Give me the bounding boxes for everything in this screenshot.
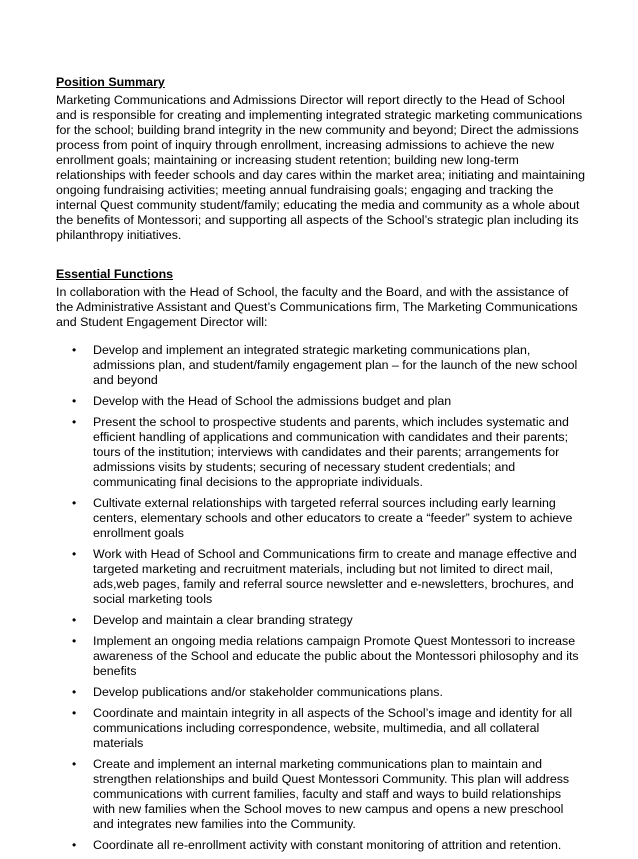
essential-functions-intro: In collaboration with the Head of School, the faculty and the Board, and with the assistance of the Administrative Assistant and Quest’s Communications firm, The Marketing Communications and Student Engagement Director will: bbox=[56, 285, 578, 329]
bullet-icon: • bbox=[72, 343, 77, 357]
list-item bbox=[56, 394, 586, 409]
list-item bbox=[56, 415, 586, 490]
essential-functions-heading: Essential Functions bbox=[56, 267, 174, 281]
section-spacer bbox=[56, 243, 586, 267]
bullet-icon: • bbox=[72, 706, 77, 720]
list-item bbox=[56, 496, 586, 541]
list-item bbox=[56, 613, 586, 628]
bullet-icon: • bbox=[72, 757, 77, 771]
bullet-icon: • bbox=[72, 838, 77, 852]
list-item-text: Develop with the Head of School the admissions budget and plan bbox=[93, 394, 452, 408]
position-summary-heading: Position Summary bbox=[56, 75, 165, 89]
document-page bbox=[56, 75, 586, 859]
list-item bbox=[56, 838, 586, 853]
list-item-text: Coordinate all re-enrollment activity with constant monitoring of attrition and retention. bbox=[93, 838, 562, 852]
bullet-icon: • bbox=[72, 613, 77, 627]
list-item-text: Create and implement an internal marketing communications plan to maintain and strengthen relationships and build Quest Montessori Community. This plan will address communications with current families, faculty and staff and ways to build relationships with new families when the School moves to new campus and opens a new preschool and integrates new families into the Community. bbox=[93, 757, 570, 831]
list-item bbox=[56, 634, 586, 679]
list-item-text: Work with Head of School and Communications firm to create and manage effective and targeted marketing and recruitment materials, including but not limited to direct mail, ads,web pages, family and referral source newsletter and e-newsletters, brochures, and social marketing tools bbox=[93, 547, 577, 606]
list-item bbox=[56, 706, 586, 751]
essential-functions-section bbox=[56, 267, 586, 853]
bullet-icon: • bbox=[72, 394, 77, 408]
list-item-text: Cultivate external relationships with targeted referral sources including early learning centers, elementary schools and other educators to create a “feeder” system to achieve enrollment goals bbox=[93, 496, 573, 540]
bullet-icon: • bbox=[72, 547, 77, 561]
list-item-text: Develop and implement an integrated strategic marketing communications plan, admissions plan, and student/family engagement plan – for the launch of the new school and beyond bbox=[93, 343, 578, 387]
bullet-icon: • bbox=[72, 634, 77, 648]
list-item-text: Coordinate and maintain integrity in all aspects of the School’s image and identity for all communications including correspondence, website, multimedia, and all collateral materials bbox=[93, 706, 573, 750]
position-summary-section bbox=[56, 75, 586, 243]
list-item-text: Develop publications and/or stakeholder communications plans. bbox=[93, 685, 443, 699]
list-item-text: Develop and maintain a clear branding strategy bbox=[93, 613, 353, 627]
essential-functions-list bbox=[56, 343, 586, 853]
position-summary-body: Marketing Communications and Admissions Director will report directly to the Head of School and is responsible for creating and implementing integrated strategic marketing communications for the school; building brand integrity in the new community and beyond; Direct the admissions process from point of inquiry through enrollment, increasing admissions to achieve the new enrollment goals; maintaining or increasing student retention; building new long-term relationships with feeder schools and day cares within the market area; initiating and maintaining ongoing fundraising activities; meeting annual fundraising goals; engaging and tracking the internal Quest community student/family; educating the media and community as a whole about the benefits of Montessori; and supporting all aspects of the School’s strategic plan including its philanthropy initiatives. bbox=[56, 93, 585, 242]
list-item bbox=[56, 757, 586, 832]
bullet-icon: • bbox=[72, 496, 77, 510]
list-item bbox=[56, 685, 586, 700]
list-item-text: Implement an ongoing media relations campaign Promote Quest Montessori to increase awareness of the School and educate the public about the Montessori philosophy and its benefits bbox=[93, 634, 579, 678]
bullet-icon: • bbox=[72, 685, 77, 699]
list-item bbox=[56, 547, 586, 607]
list-item-text: Present the school to prospective students and parents, which includes systematic and efficient handling of applications and communication with candidates and their parents; tours of the institution; interviews with candidates and their parents; arrangements for admissions visits by students; securing of necessary student credentials; and communicating final decisions to the appropriate individuals. bbox=[93, 415, 569, 489]
bullet-icon: • bbox=[72, 415, 77, 429]
list-item bbox=[56, 343, 586, 388]
